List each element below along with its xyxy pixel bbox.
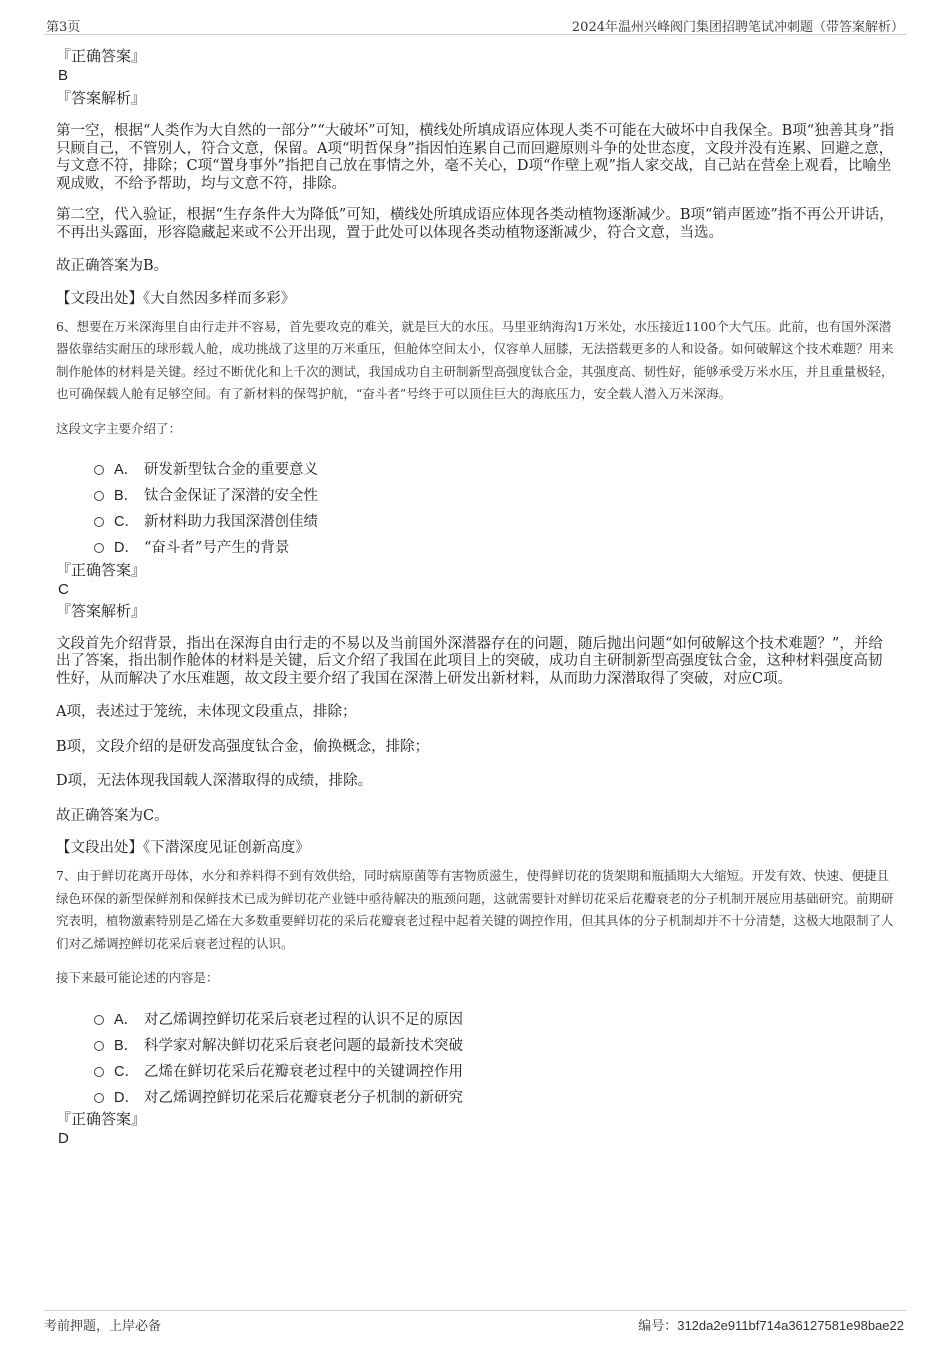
option-text: “奋斗者”号产生的背景 (144, 540, 290, 556)
option-key: C． (114, 514, 139, 530)
radio-icon[interactable] (94, 465, 104, 475)
analysis-paragraph: D项，无法体现我国载人深潜取得的成绩，排除。 (56, 773, 373, 789)
footer-slogan: 考前押题，上岸必备 (44, 1319, 162, 1334)
option-key: D． (114, 540, 139, 556)
option-key: C． (114, 1063, 139, 1080)
answer-label: 『正确答案』 (56, 47, 147, 65)
analysis-paragraph: B项，文段介绍的是研发高强度钛合金，偷换概念，排除； (56, 738, 430, 755)
option-text: 新材料助力我国深潜创佳绩 (144, 514, 318, 530)
option-list (56, 1005, 896, 1109)
option-text: 科学家对解决鲜切花采后衰老问题的最新技术突破 (144, 1037, 463, 1054)
option-text: 对乙烯调控鲜切花采后花瓣衰老分子机制的新研究 (144, 1089, 463, 1106)
document-title: 2024年温州兴峰阀门集团招聘笔试冲刺题（带答案解析） (571, 20, 904, 35)
correct-answer: B (58, 67, 69, 84)
option-key: A． (114, 1011, 139, 1028)
option-key: D． (114, 1089, 139, 1106)
option-b[interactable] (94, 482, 896, 508)
analysis-label: 『答案解析』 (56, 89, 147, 107)
option-key: B． (114, 488, 139, 504)
source-citation: 【文段出处】《下潜深度见证创新高度》 (56, 840, 310, 856)
option-a[interactable] (94, 456, 896, 482)
option-text: 乙烯在鲜切花采后花瓣衰老过程中的关键调控作用 (144, 1063, 463, 1080)
option-c[interactable] (94, 508, 896, 534)
document-id (638, 1315, 904, 1334)
answer-label: 『正确答案』 (56, 560, 147, 579)
option-text: 钛合金保证了深潜的安全性 (144, 488, 318, 504)
analysis-paragraph: A项，表述过于笼统，未体现文段重点，排除； (56, 704, 357, 720)
option-c[interactable] (94, 1057, 896, 1083)
question-prompt: 接下来最可能论述的内容是： (56, 970, 219, 985)
answer-label: 『正确答案』 (56, 1110, 147, 1128)
analysis-paragraph: 第一空，根据“人类作为大自然的一部分”“大破坏”可知，横线处所填成语应体现人类不可能在大破坏中自我保全。B项“独善其身”指只顾自己，不管别人，符合文意，保留。A项“明哲保身”指因怕连累自己而回避原则斗争的处世态度，文段并没有连累、回避之意，与文意不符，排除；C项“置身事外”指把自己放在事情之外，毫不关心，D项“作壁上观”指人家交战，自己站在营垒上观看，比喻坐观成败，不给予帮助，均与文意不符，排除。 (56, 123, 895, 192)
radio-icon[interactable] (94, 1067, 104, 1077)
correct-answer: D (58, 1130, 69, 1147)
document-body (56, 46, 896, 1149)
option-b[interactable] (94, 1031, 896, 1057)
document-id-label: 编号： (638, 1319, 678, 1334)
page-header (44, 14, 906, 35)
page-footer (44, 1310, 906, 1335)
analysis-label: 『答案解析』 (56, 601, 147, 620)
option-text: 研发新型钛合金的重要意义 (144, 462, 318, 478)
page-number: 第3页 (46, 20, 81, 35)
radio-icon[interactable] (94, 491, 104, 501)
conclusion: 故正确答案为B。 (56, 258, 169, 274)
option-list (56, 456, 896, 560)
question-prompt: 这段文字主要介绍了： (56, 420, 182, 436)
option-key: B． (114, 1037, 139, 1054)
analysis-paragraph: 第二空，代入验证，根据“生存条件大为降低”可知，横线处所填成语应体现各类动植物逐渐减少。B项“销声匿迹”指不再公开讲话，不再出头露面，形容隐藏起来或不公开出现，置于此处可以体现各类动植物逐渐减少，符合文意，当选。 (56, 207, 894, 241)
radio-icon[interactable] (94, 543, 104, 553)
question-text: 7、由于鲜切花离开母体，水分和养料得不到有效供给，同时病原菌等有害物质滋生，使得鲜切花的货架期和瓶插期大大缩短。开发有效、快速、便捷且绿色环保的新型保鲜剂和保鲜技术已成为鲜切花产业链中亟待解决的瓶颈问题，这就需要针对鲜切花采后花瓣衰老的分子机制开展应用基础研究。前期研究表明，植物激素特别是乙烯在大多数重要鲜切花的采后花瓣衰老过程中起着关键的调控作用，但其具体的分子机制却并不十分清楚，这极大地限制了人们对乙烯调控鲜切花采后衰老过程的认识。 (56, 868, 894, 951)
option-d[interactable] (94, 1083, 896, 1109)
conclusion: 故正确答案为C。 (56, 807, 169, 824)
analysis-paragraph: 文段首先介绍背景，指出在深海自由行走的不易以及当前国外深潜器存在的问题，随后抛出问题“如何破解这个技术难题？”，并给出了答案，指出制作舱体的材料是关键，后文介绍了我国在此项目上的突破，成功自主研制新型高强度钛合金，这种材料强度高韧性好，从而解决了水压难题，故文段主要介绍了我国在深潜上研发出新材料，从而助力深潜取得了突破，对应C项。 (56, 635, 883, 687)
radio-icon[interactable] (94, 1093, 104, 1103)
document-id-code: 312da2e911bf714a36127581e98bae22 (677, 1318, 904, 1333)
radio-icon[interactable] (94, 1015, 104, 1025)
radio-icon[interactable] (94, 517, 104, 527)
option-text: 对乙烯调控鲜切花采后衰老过程的认识不足的原因 (144, 1011, 463, 1028)
option-d[interactable] (94, 534, 896, 560)
correct-answer: C (58, 580, 69, 598)
question-text: 6、想要在万米深海里自由行走并不容易，首先要攻克的难关，就是巨大的水压。马里亚纳海沟1万米处，水压接近1100个大气压。此前，也有国外深潜器依靠结实耐压的球形载人舱，成功挑战了这里的万米重压，但舱体空间太小，仅容单人屈膝，无法搭载更多的人和设备。如何破解这个技术难题？用来制作舱体的材料是关键。经过不断优化和上千次的测试，我国成功自主研制新型高强度钛合金，其强度高、韧性好，能够承受万米水压，并且重量极轻，也可确保载人舱有足够空间。有了新材料的保驾护航，“奋斗者”号终于可以顶住巨大的海底压力，安全载人潜入万米深海。 (56, 318, 894, 401)
option-key: A． (114, 462, 139, 478)
source-citation: 【文段出处】《大自然因多样而多彩》 (56, 290, 296, 307)
radio-icon[interactable] (94, 1041, 104, 1051)
option-a[interactable] (94, 1005, 896, 1031)
